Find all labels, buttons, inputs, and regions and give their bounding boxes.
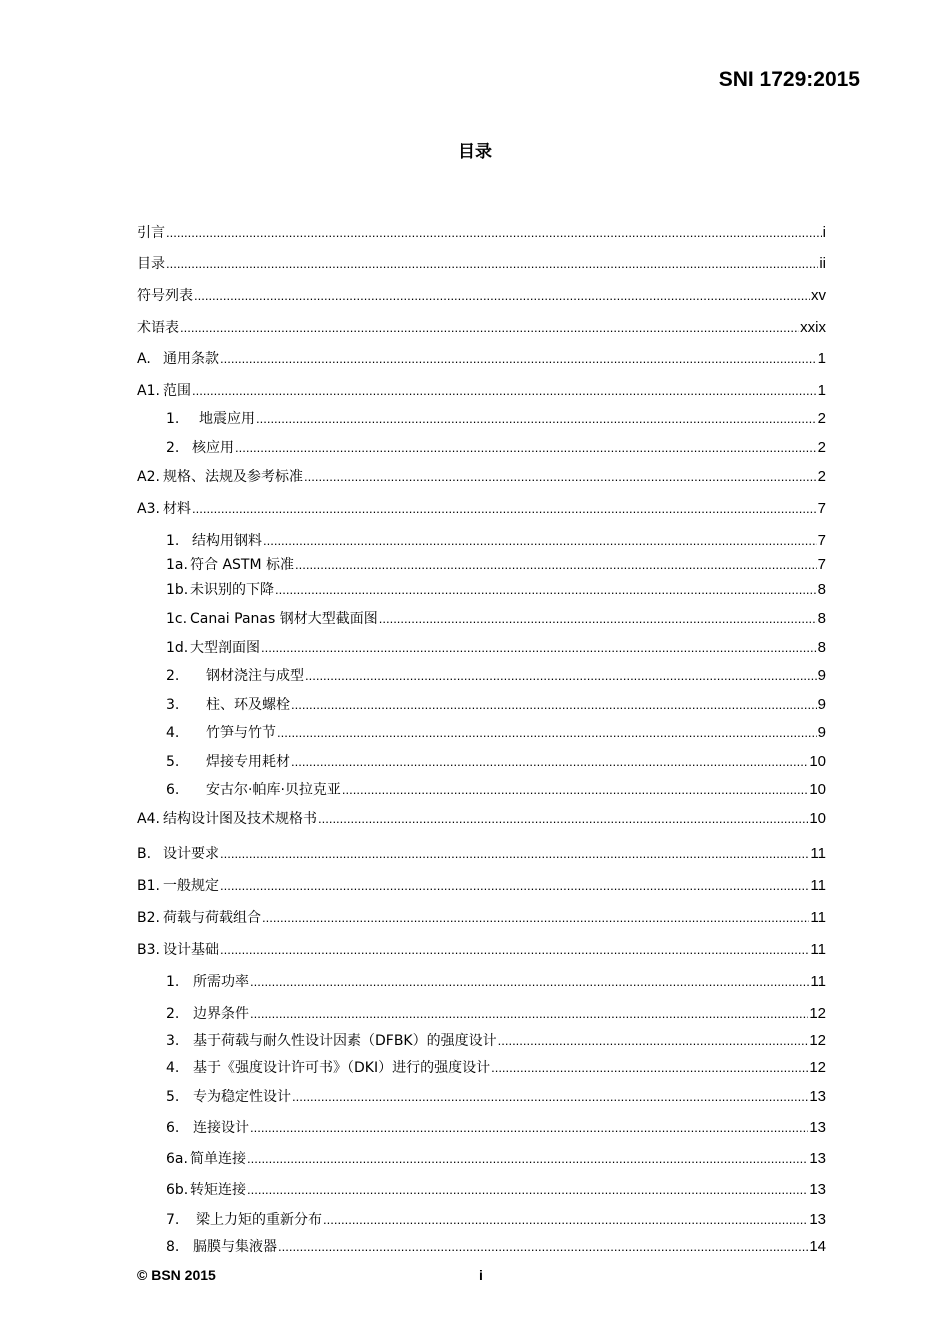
toc-entry-label: 术语表 xyxy=(137,320,179,336)
toc-entry-number: 1c. xyxy=(166,611,188,627)
toc-entry-number: 6. xyxy=(166,1120,180,1136)
toc-dot-leader xyxy=(180,319,799,337)
toc-dot-leader xyxy=(491,1059,808,1077)
toc-entry[interactable] xyxy=(166,439,826,457)
toc-entry[interactable] xyxy=(166,581,826,599)
toc-entry-number: 7. xyxy=(166,1212,180,1228)
toc-entry-number: 3. xyxy=(166,1033,180,1049)
toc-dot-leader xyxy=(295,556,817,574)
toc-entry[interactable] xyxy=(166,1181,826,1199)
toc-entry-page: 10 xyxy=(809,810,826,827)
toc-entry-number: 2. xyxy=(166,440,180,456)
toc-entry[interactable] xyxy=(166,410,826,428)
toc-entry-label: 结构用钢料 xyxy=(192,533,262,549)
toc-entry-label: 柱、环及螺栓 xyxy=(206,697,290,713)
toc-entry-number: 1. xyxy=(166,974,180,990)
toc-entry-page: 8 xyxy=(817,581,826,598)
toc-entry-page: 12 xyxy=(809,1005,826,1022)
toc-entry[interactable] xyxy=(166,639,826,657)
toc-entry-number: A4. xyxy=(137,811,160,827)
toc-entry[interactable] xyxy=(137,500,826,518)
toc-entry-page: 13 xyxy=(809,1119,826,1136)
toc-entry-label: 引言 xyxy=(137,225,165,241)
toc-entry[interactable] xyxy=(137,224,826,242)
toc-entry-page: 11 xyxy=(810,909,826,926)
toc-dot-leader xyxy=(275,581,817,599)
toc-dot-leader xyxy=(278,1238,808,1256)
toc-entry-page: 10 xyxy=(809,781,826,798)
toc-entry-number: 6a. xyxy=(166,1151,188,1167)
toc-dot-leader xyxy=(256,410,817,428)
toc-entry[interactable] xyxy=(137,468,826,486)
toc-entry-label: 所需功率 xyxy=(193,974,249,990)
toc-dot-leader xyxy=(304,468,817,486)
footer-copyright: © BSN 2015 xyxy=(137,1267,216,1283)
toc-entry-page: 2 xyxy=(817,468,826,485)
toc-dot-leader xyxy=(220,941,809,959)
toc-dot-leader xyxy=(235,439,817,457)
toc-entry-number: B. xyxy=(137,846,152,862)
toc-entry-page: 8 xyxy=(817,610,826,627)
toc-entry-label: 通用条款 xyxy=(163,351,219,367)
toc-entry-page: i xyxy=(822,224,826,241)
toc-entry[interactable] xyxy=(137,810,826,828)
toc-entry-label: 竹笋与竹节 xyxy=(206,725,276,741)
toc-entry-page: xxix xyxy=(800,319,826,336)
toc-entry-number: B2. xyxy=(137,910,160,926)
toc-entry-label: 专为稳定性设计 xyxy=(193,1089,291,1105)
toc-entry-page: 13 xyxy=(809,1211,826,1228)
toc-dot-leader xyxy=(262,909,809,927)
toc-dot-leader xyxy=(318,810,808,828)
toc-entry-page: 7 xyxy=(817,532,826,549)
toc-entry-number: 1. xyxy=(166,411,180,427)
toc-entry-page: 11 xyxy=(810,973,826,990)
toc-dot-leader xyxy=(291,753,808,771)
toc-dot-leader xyxy=(250,1005,808,1023)
toc-entry[interactable] xyxy=(166,1119,826,1137)
toc-entry-page: xv xyxy=(811,287,826,304)
toc-entry-label: 设计基础 xyxy=(163,942,219,958)
toc-entry[interactable] xyxy=(166,1150,826,1168)
toc-entry[interactable] xyxy=(166,1032,826,1050)
toc-entry-number: 6b. xyxy=(166,1182,189,1198)
toc-entry-page: 9 xyxy=(817,696,826,713)
toc-entry[interactable] xyxy=(166,1211,826,1229)
toc-entry-label: 结构设计图及技术规格书 xyxy=(163,811,317,827)
toc-dot-leader xyxy=(263,532,817,550)
toc-entry[interactable] xyxy=(166,1088,826,1106)
toc-entry-label: 梁上力矩的重新分布 xyxy=(196,1212,322,1228)
toc-entry-label: 焊接专用耗材 xyxy=(206,754,290,770)
toc-entry-number: 1d. xyxy=(166,640,189,656)
toc-entry-page: 1 xyxy=(817,350,826,367)
toc-entry-label: 钢材浇注与成型 xyxy=(206,668,304,684)
toc-dot-leader xyxy=(166,224,822,242)
toc-entry-number: B3. xyxy=(137,942,160,958)
toc-dot-leader xyxy=(194,287,810,305)
toc-entry-label: 连接设计 xyxy=(193,1120,249,1136)
toc-entry-number: A. xyxy=(137,351,151,367)
toc-entry-page: 11 xyxy=(810,941,826,958)
toc-entry-page: 13 xyxy=(809,1150,826,1167)
toc-entry-label: 材料 xyxy=(163,501,191,517)
toc-entry-label: 规格、法规及参考标准 xyxy=(163,469,303,485)
toc-dot-leader xyxy=(250,973,809,991)
toc-entry[interactable] xyxy=(137,287,826,305)
toc-entry-label: 转矩连接 xyxy=(190,1182,246,1198)
toc-entry-page: 9 xyxy=(817,667,826,684)
toc-entry-number: 1a. xyxy=(166,557,188,573)
toc-dot-leader xyxy=(192,382,817,400)
toc-entry-label: 范围 xyxy=(163,383,191,399)
toc-entry-page: 10 xyxy=(809,753,826,770)
toc-entry-label: 符合 ASTM 标准 xyxy=(190,557,294,573)
toc-entry-page: 2 xyxy=(817,439,826,456)
toc-entry[interactable] xyxy=(137,909,826,927)
toc-entry-number: 4. xyxy=(166,1060,180,1076)
toc-dot-leader xyxy=(277,724,817,742)
toc-entry[interactable] xyxy=(137,941,826,959)
toc-dot-leader xyxy=(192,500,817,518)
toc-entry-label: 膈膜与集液器 xyxy=(193,1239,277,1255)
toc-entry[interactable] xyxy=(137,877,826,895)
standard-code: SNI 1729:2015 xyxy=(718,68,860,91)
toc-dot-leader xyxy=(291,696,817,714)
toc-entry[interactable] xyxy=(166,532,826,550)
toc-entry-number: 5. xyxy=(166,754,180,770)
toc-dot-leader xyxy=(220,350,817,368)
toc-dot-leader xyxy=(292,1088,808,1106)
toc-entry-number: 2. xyxy=(166,1006,180,1022)
toc-dot-leader xyxy=(323,1211,808,1229)
toc-entry-number: A3. xyxy=(137,501,160,517)
toc-entry[interactable] xyxy=(166,753,826,771)
footer-page-number: i xyxy=(479,1267,483,1283)
toc-entry-number: 2. xyxy=(166,668,180,684)
toc-entry[interactable] xyxy=(166,1005,826,1023)
toc-entry-page: 7 xyxy=(817,556,826,573)
toc-entry-number: 4. xyxy=(166,725,180,741)
toc-entry-label: 符号列表 xyxy=(137,288,193,304)
toc-entry-page: 1 xyxy=(817,382,826,399)
toc-entry-number: B1. xyxy=(137,878,160,894)
toc-entry-page: 13 xyxy=(809,1181,826,1198)
toc-entry-label: 安古尔·帕库·贝拉克亚 xyxy=(206,782,341,798)
toc-entry[interactable] xyxy=(166,1059,826,1077)
toc-dot-leader xyxy=(498,1032,809,1050)
toc-dot-leader xyxy=(379,610,817,628)
toc-entry-number: 5. xyxy=(166,1089,180,1105)
toc-entry-label: 边界条件 xyxy=(193,1006,249,1022)
toc-entry-number: 8. xyxy=(166,1239,180,1255)
toc-entry[interactable] xyxy=(137,382,826,400)
toc-entry-page: 8 xyxy=(817,639,826,656)
toc-dot-leader xyxy=(247,1150,808,1168)
toc-dot-leader xyxy=(342,781,808,799)
toc-entry-number: 1. xyxy=(166,533,180,549)
toc-entry[interactable] xyxy=(166,610,826,628)
toc-entry-label: 地震应用 xyxy=(199,411,255,427)
toc-entry-page: 2 xyxy=(817,410,826,427)
toc-entry-label: 大型剖面图 xyxy=(190,640,260,656)
toc-entry-label: 简单连接 xyxy=(190,1151,246,1167)
page-title: 目录 xyxy=(458,142,492,162)
toc-entry-page: 12 xyxy=(809,1059,826,1076)
toc-entry-page: 12 xyxy=(809,1032,826,1049)
toc-entry-number: 6. xyxy=(166,782,180,798)
toc-entry-page: 11 xyxy=(810,845,826,862)
toc-dot-leader xyxy=(261,639,817,657)
toc-entry[interactable] xyxy=(166,556,826,574)
toc-entry-number: 3. xyxy=(166,697,180,713)
toc-entry-label: 设计要求 xyxy=(163,846,219,862)
toc-entry-page: ii xyxy=(819,255,826,272)
toc-entry[interactable] xyxy=(166,667,826,685)
toc-entry-page: 9 xyxy=(817,724,826,741)
toc-dot-leader xyxy=(305,667,817,685)
toc-entry-number: A2. xyxy=(137,469,160,485)
toc-entry-label: 荷载与荷载组合 xyxy=(163,910,261,926)
toc-entry[interactable] xyxy=(137,845,826,863)
toc-entry[interactable] xyxy=(137,255,826,273)
toc-entry-label: 基于荷载与耐久性设计因素（DFBK）的强度设计 xyxy=(193,1033,497,1049)
toc-entry[interactable] xyxy=(166,781,826,799)
toc-entry-label: 核应用 xyxy=(192,440,234,456)
toc-entry-number: 1b. xyxy=(166,582,189,598)
toc-entry[interactable] xyxy=(166,724,826,742)
toc-entry-label: 未识别的下降 xyxy=(190,582,274,598)
toc-dot-leader xyxy=(250,1119,808,1137)
toc-entry[interactable] xyxy=(137,319,826,337)
toc-entry-label: 一般规定 xyxy=(163,878,219,894)
toc-entry-page: 13 xyxy=(809,1088,826,1105)
toc-dot-leader xyxy=(247,1181,808,1199)
toc-entry-page: 7 xyxy=(817,500,826,517)
toc-dot-leader xyxy=(166,255,818,273)
toc-entry-number: A1. xyxy=(137,383,160,399)
toc-entry[interactable] xyxy=(137,350,826,368)
toc-entry[interactable] xyxy=(166,1238,826,1256)
toc-entry-label: Canai Panas 钢材大型截面图 xyxy=(190,611,378,627)
toc-dot-leader xyxy=(220,845,809,863)
toc-entry-label: 目录 xyxy=(137,256,165,272)
toc-dot-leader xyxy=(220,877,809,895)
toc-entry-page: 11 xyxy=(810,877,826,894)
toc-entry-page: 14 xyxy=(809,1238,826,1255)
toc-entry[interactable] xyxy=(166,973,826,991)
toc-entry-label: 基于《强度设计许可书》（DKI）进行的强度设计 xyxy=(193,1060,491,1076)
toc-entry[interactable] xyxy=(166,696,826,714)
